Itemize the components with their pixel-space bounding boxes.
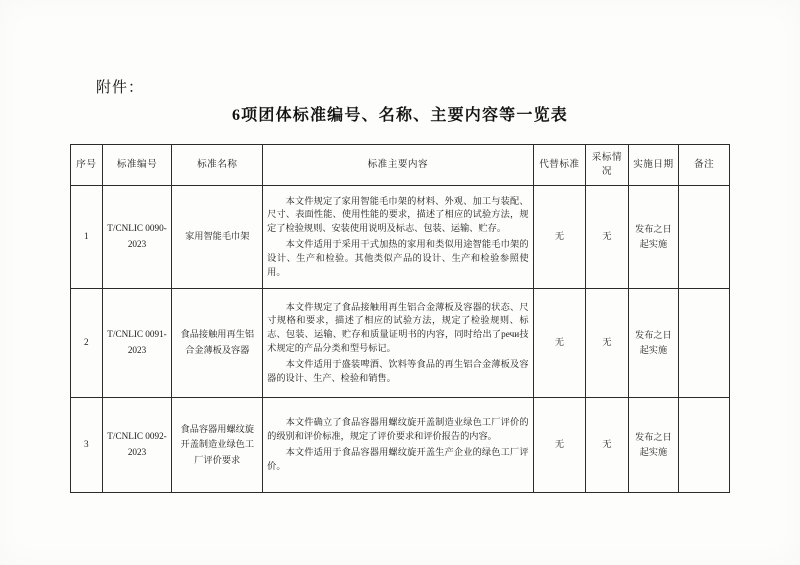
cell-date: 发布之日起实施 xyxy=(628,398,679,493)
cell-replace: 无 xyxy=(533,186,586,289)
header-remark: 备注 xyxy=(679,145,730,186)
cell-remark xyxy=(679,398,730,493)
cell-adopt: 无 xyxy=(586,186,628,289)
cell-remark xyxy=(679,289,730,398)
header-content: 标准主要内容 xyxy=(263,145,533,186)
cell-code: T/CNLIC 0091-2023 xyxy=(102,289,172,398)
cell-adopt: 无 xyxy=(586,398,628,493)
content-paragraph: 本文件适用于采用干式加热的家用和类似用途智能毛巾架的设计、生产和检验。其他类似产品的设计、生产和检验参照使用。 xyxy=(267,239,529,277)
header-adopt: 采标情况 xyxy=(586,145,628,186)
table-header-row xyxy=(71,145,730,186)
content-paragraph: 本文件规定了家用智能毛巾架的材料、外观、加工与装配、尺寸、表面性能、使用性能的要求，描述了相应的试验方法，规定了检验规则、安装使用说明及标志、包装、运输、贮存。 xyxy=(267,195,529,234)
cell-seq: 3 xyxy=(71,398,103,493)
cell-code: T/CNLIC 0090-2023 xyxy=(102,186,172,289)
cell-adopt: 无 xyxy=(586,289,628,398)
table-row xyxy=(71,398,730,493)
cell-name: 食品容器用螺纹旋开盖制造业绿色工厂评价要求 xyxy=(172,398,263,493)
attachment-label: 附件： xyxy=(96,80,145,96)
cell-name: 食品接触用再生铝合金薄板及容器 xyxy=(172,289,263,398)
cell-replace: 无 xyxy=(533,398,586,493)
header-seq: 序号 xyxy=(71,145,103,186)
cell-content xyxy=(263,289,533,398)
header-date: 实施日期 xyxy=(628,145,679,186)
cell-content xyxy=(263,186,533,289)
content-paragraph: 本文件适用于盛装啤酒、饮料等食品的再生铝合金薄板及容器的设计、生产、检验和销售。 xyxy=(267,358,529,383)
cell-seq: 2 xyxy=(71,289,103,398)
header-name: 标准名称 xyxy=(172,145,263,186)
header-replace: 代替标准 xyxy=(533,145,586,186)
cell-date: 发布之日起实施 xyxy=(628,289,679,398)
cell-seq: 1 xyxy=(71,186,103,289)
cell-content xyxy=(263,398,533,493)
cell-date: 发布之日起实施 xyxy=(628,186,679,289)
standards-table xyxy=(70,144,730,493)
cell-code: T/CNLIC 0092-2023 xyxy=(102,398,172,493)
content-paragraph: 本文件确立了食品容器用螺纹旋开盖制造业绿色工厂评价的的级别和评价标准，规定了评价要求和评价报告的内容。 xyxy=(267,417,529,442)
table-row xyxy=(71,289,730,398)
cell-remark xyxy=(679,186,730,289)
table-row xyxy=(71,186,730,289)
cell-name: 家用智能毛巾架 xyxy=(172,186,263,289)
header-code: 标准编号 xyxy=(102,145,172,186)
content-paragraph: 本文件适用于食品容器用螺纹旋开盖生产企业的绿色工厂评价。 xyxy=(267,447,529,471)
content-paragraph: 本文件规定了食品接触用再生铝合金薄板及容器的状态、尺寸规格和要求，描述了相应的试验方法，规定了检验规则、标志、包装、运输、贮存和质量证明书的内容，同时给出了речи技术规定的产品分类和型号标记。 xyxy=(267,301,529,353)
page-title: 6项团体标准编号、名称、主要内容等一览表 xyxy=(231,107,568,124)
cell-replace: 无 xyxy=(533,289,586,398)
